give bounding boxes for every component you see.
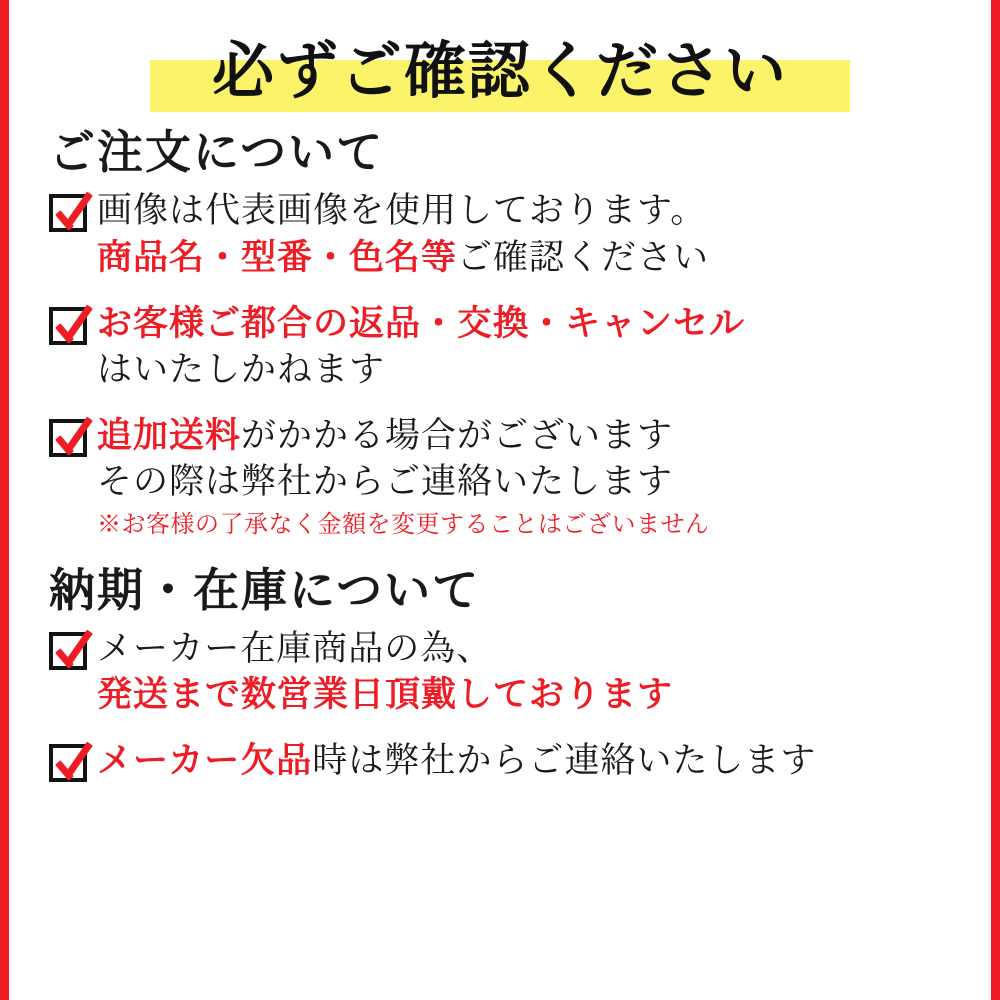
list-item bbox=[45, 188, 955, 280]
list-item-line bbox=[97, 235, 709, 281]
list-item-note: ※お客様の了承なく金額を変更することはございません bbox=[97, 510, 710, 539]
page-title-wrap bbox=[45, 34, 955, 107]
list-item-line: 画像は代表画像を使用しております。 bbox=[97, 191, 707, 232]
list-item bbox=[45, 626, 955, 718]
checkbox-checked-icon bbox=[49, 194, 87, 232]
list-item-text bbox=[97, 626, 673, 718]
list-item-text bbox=[97, 413, 710, 541]
list-item-text bbox=[97, 188, 709, 280]
emphasis-text: 商品名・型番・色名等 bbox=[97, 236, 458, 278]
page-title: 必ずご確認ください bbox=[211, 34, 788, 107]
plain-text: メーカー在庫商品の為、 bbox=[97, 628, 493, 669]
emphasis-text: メーカー欠品 bbox=[97, 740, 313, 782]
plain-text: その際は弊社からご連絡いたします bbox=[97, 462, 674, 503]
list-item bbox=[45, 738, 955, 784]
checkbox-checked-icon bbox=[49, 307, 87, 345]
checkbox-checked-icon bbox=[49, 744, 87, 782]
list-item bbox=[45, 413, 955, 541]
plain-text: はいたしかねます bbox=[97, 349, 386, 390]
plain-text: ご確認ください bbox=[457, 237, 710, 278]
section-heading-delivery: 納期・在庫について bbox=[49, 562, 481, 617]
list-item-text bbox=[97, 301, 745, 393]
emphasis-text: 発送まで数営業日頂戴しております bbox=[97, 674, 674, 716]
left-accent-bar bbox=[0, 0, 9, 1000]
list-item-line bbox=[97, 413, 710, 459]
list-item-line bbox=[97, 738, 816, 784]
notice-content bbox=[9, 0, 991, 1000]
plain-text: 時は弊社からご連絡いたします bbox=[312, 741, 817, 782]
list-item-text bbox=[97, 738, 816, 784]
plain-text: がかかる場合がございます bbox=[241, 416, 674, 457]
checkbox-checked-icon bbox=[49, 632, 87, 670]
list-item bbox=[45, 301, 955, 393]
checkbox-checked-icon bbox=[49, 419, 87, 457]
section-heading-order: ご注文について bbox=[49, 125, 385, 180]
emphasis-text: お客様ご都合の返品・交換・キャンセル bbox=[97, 302, 746, 344]
right-accent-bar bbox=[991, 0, 1000, 1000]
emphasis-text: 追加送料 bbox=[97, 415, 242, 457]
